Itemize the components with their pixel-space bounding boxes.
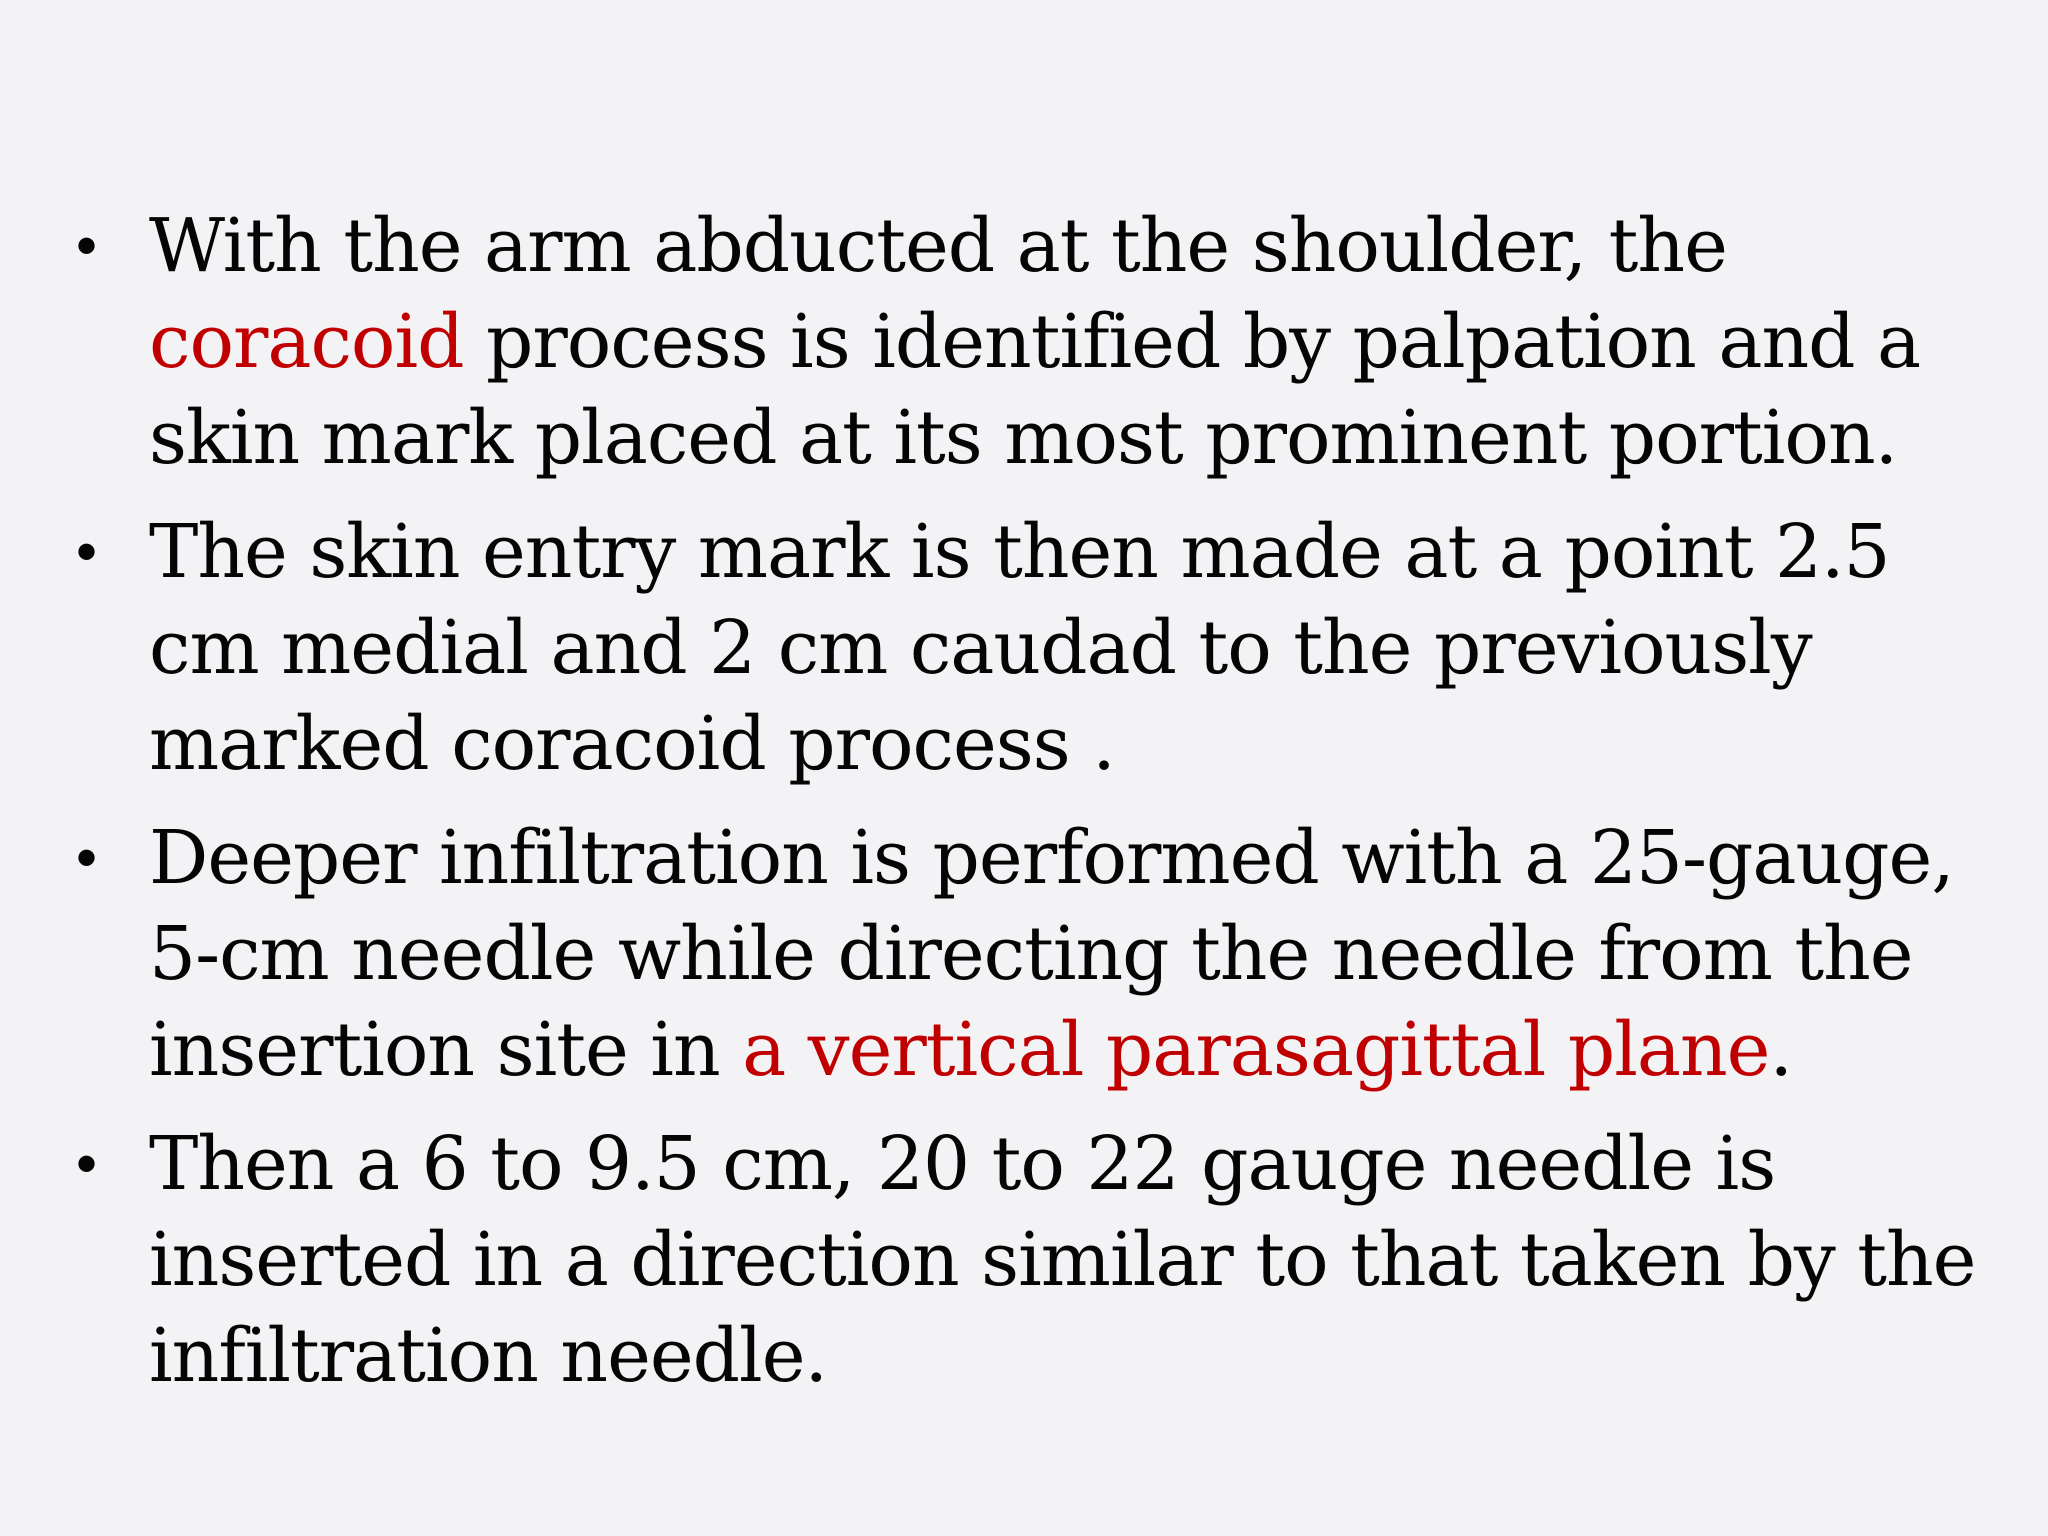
bullet-icon: • — [75, 212, 96, 279]
bullet-icon: • — [75, 1130, 96, 1197]
bullet-icon: • — [75, 518, 96, 585]
bullet-item-3 — [0, 810, 1979, 1098]
bullet-text — [149, 198, 1979, 486]
highlighted-term: a vertical parasagittal plane — [742, 1007, 1770, 1093]
bullet-item-4 — [0, 1116, 1979, 1404]
bullet-text — [149, 810, 1979, 1098]
bullet-list — [0, 198, 2048, 1422]
bullet-text-part: With the arm abducted at the shoulder, the — [149, 203, 1727, 289]
bullet-item-2 — [0, 504, 1979, 792]
bullet-text-part: process is identified by palpation and a skin mark placed at its most prominent portion. — [149, 299, 1921, 481]
bullet-text: Then a 6 to 9.5 cm, 20 to 22 gauge needle is inserted in a direction similar to that taken by the infiltration needle. — [149, 1121, 1976, 1399]
bullet-text-part: . — [1769, 1007, 1792, 1093]
bullet-text: The skin entry mark is then made at a point 2.5 cm medial and 2 cm caudad to the previously marked coracoid process . — [149, 509, 1890, 787]
bullet-item-1 — [0, 198, 1979, 486]
bullet-icon: • — [75, 824, 96, 891]
highlighted-term: coracoid — [149, 299, 464, 385]
bullet-text-part: Deeper infiltration is performed with a 25-gauge, 5-cm needle while directing the needle from the insertion site in — [149, 815, 1954, 1093]
